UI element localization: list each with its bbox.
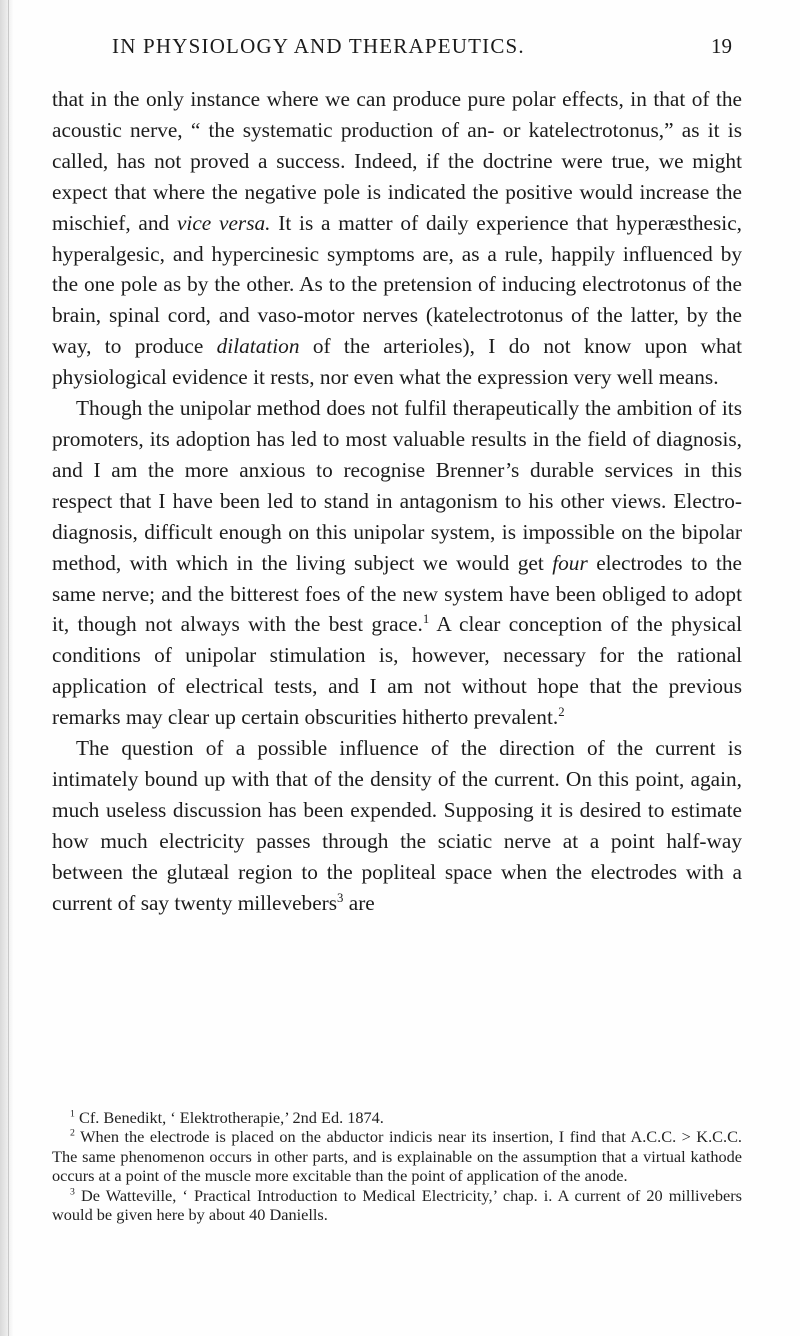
footnote-mark: 1 — [70, 1108, 75, 1120]
italic-text: dilatation — [216, 334, 300, 359]
text-run: Though the unipolar method does not fulfil therapeutically the ambition of its promoters, its adoption has led to most valuable results in the field of diagnosis, and I am the more anxious to recognise Brenner’s durable services in this respect that I have been led to stand in antagonism to his other views. Electro-diagnosis, difficult enough on this unipolar system, is impossible on the bipolar method, with which in the living subject we would get — [52, 396, 742, 575]
text-run: are — [343, 890, 375, 915]
footnote-mark: 3 — [70, 1186, 75, 1198]
binding-edge — [8, 0, 9, 1336]
footnote-3 — [52, 1186, 742, 1225]
paragraph-1 — [52, 84, 742, 393]
text-run: The question of a possible influence of the direction of the current is intimately bound up with that of the density of the current. On this point, again, much useless discussion has been expended. Supposing it is desired to estimate how much electricity passes through the sciatic nerve at a point half-way between the glutæal region to the popliteal space when the electrodes with a current of say twenty millevebers — [52, 736, 742, 915]
footnote-ref-3: 3 — [337, 890, 344, 905]
text-run: A clear conception of the physical conditions of unipolar stimulation is, however, necessary for the rational application of electrical tests, and I am not without hope that the previous remarks may clear up certain obscurities hitherto prevalent. — [52, 612, 742, 730]
text-run: that in the only instance where we can produce pure polar effects, in that of the acoustic nerve, “ the systematic production of an- or katelectrotonus,” as it is called, has not proved a success. Indeed, if the doctrine were true, we might expect that where the negative pole is indicated the positive would increase the mischief, and — [52, 87, 742, 235]
footnote-mark: 2 — [70, 1127, 75, 1139]
footnote-text: De Watteville, ‘ Practical Introduction to Medical Electricity,’ chap. i. A current of 20 millivebers would be given here by about 40 Daniells. — [52, 1185, 742, 1225]
paragraph-2 — [52, 393, 742, 733]
footnote-2 — [52, 1127, 742, 1185]
footnote-ref-1: 1 — [422, 612, 430, 627]
italic-text: four — [552, 550, 588, 575]
binding-shadow — [0, 0, 14, 1336]
text-run: It is a matter of daily experience that hyperæsthesic, hyperalgesic, and hypercinesic symptoms are, as a rule, happily influenced by the one pole as by the other. As to the pretension of inducing electrotonus of the brain, spinal cord, and vaso-motor nerves (katelectrotonus of the latter, by the way, to produce — [52, 210, 742, 359]
footnote-text: Cf. Benedikt, ‘ Elektrotherapie,’ 2nd Ed. 1874. — [74, 1108, 384, 1127]
running-title: IN PHYSIOLOGY AND THERAPEUTICS. — [112, 34, 525, 58]
page-number: 19 — [711, 34, 732, 58]
body-text — [52, 84, 742, 918]
text-run: of the arterioles), I do not know upon what physiological evidence it rests, nor even what the expression very well means. — [52, 334, 742, 390]
paragraph-3 — [52, 733, 742, 918]
running-head — [112, 34, 732, 66]
footnote-text: When the electrode is placed on the abductor indicis near its insertion, I find that A.C.C. > K.C.C. The same phenomenon occurs in other parts, and is explainable on the assumption that a virtual kathode occurs at a point of the muscle more excitable than the point of application of the anode. — [52, 1127, 742, 1186]
footnote-1 — [52, 1108, 742, 1127]
footnotes — [52, 1108, 742, 1224]
italic-text: vice versa. — [176, 210, 271, 235]
text-run: electrodes to the same nerve; and the bitterest foes of the new system have been obliged to adopt it, though not always with the best grace. — [52, 550, 742, 637]
footnote-ref-2: 2 — [558, 705, 565, 720]
